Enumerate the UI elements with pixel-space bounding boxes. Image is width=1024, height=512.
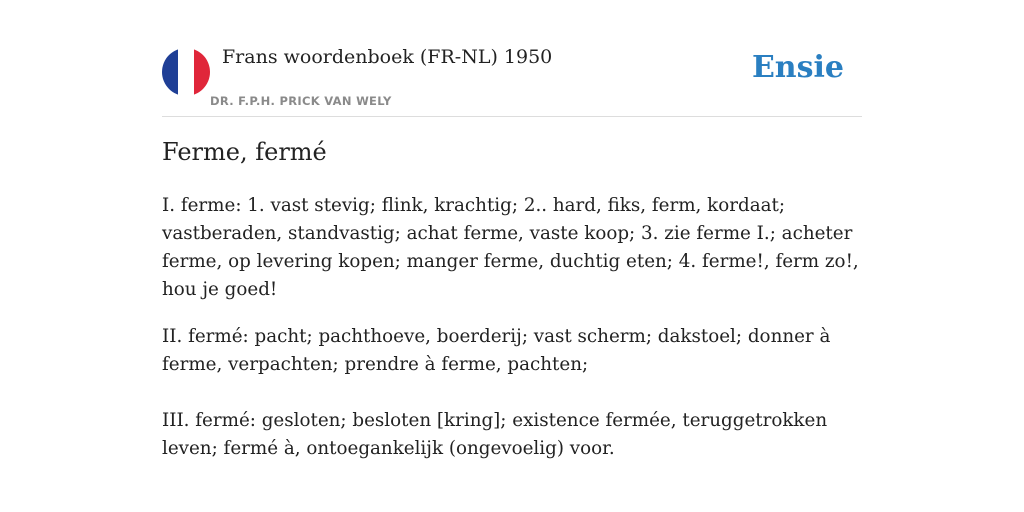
flag-red-stripe — [194, 48, 210, 96]
flag-white-stripe — [178, 48, 194, 96]
dictionary-author: DR. F.P.H. PRICK VAN WELY — [210, 94, 392, 108]
entry-definitions — [162, 192, 862, 463]
flag-blue-stripe — [162, 48, 178, 96]
france-flag-icon — [162, 48, 210, 96]
dictionary-title[interactable]: Frans woordenboek (FR-NL) 1950 — [222, 46, 553, 68]
definition-1: I. ferme: 1. vast stevig; flink, krachtig; 2.. hard, fiks, ferm, kordaat; vastberaden, standvastig; achat ferme, vaste koop; 3. zie ferme I.; acheter ferme, op levering kopen; manger ferme, duchtig eten; 4. ferme!, ferm zo!, hou je goed! — [162, 195, 859, 300]
definition-2: II. fermé: pacht; pachthoeve, boerderij; vast scherm; dakstoel; donner à ferme, verpachten; prendre à ferme, pachten; — [162, 326, 831, 375]
entry-headword: Ferme, fermé — [162, 138, 327, 166]
ensie-logo-link[interactable]: Ensie — [751, 50, 844, 85]
definition-3: III. fermé: gesloten; besloten [kring]; existence fermée, teruggetrokken leven; fermé à, ontoegankelijk (ongevoelig) voor. — [162, 410, 828, 459]
dictionary-header — [162, 44, 862, 117]
